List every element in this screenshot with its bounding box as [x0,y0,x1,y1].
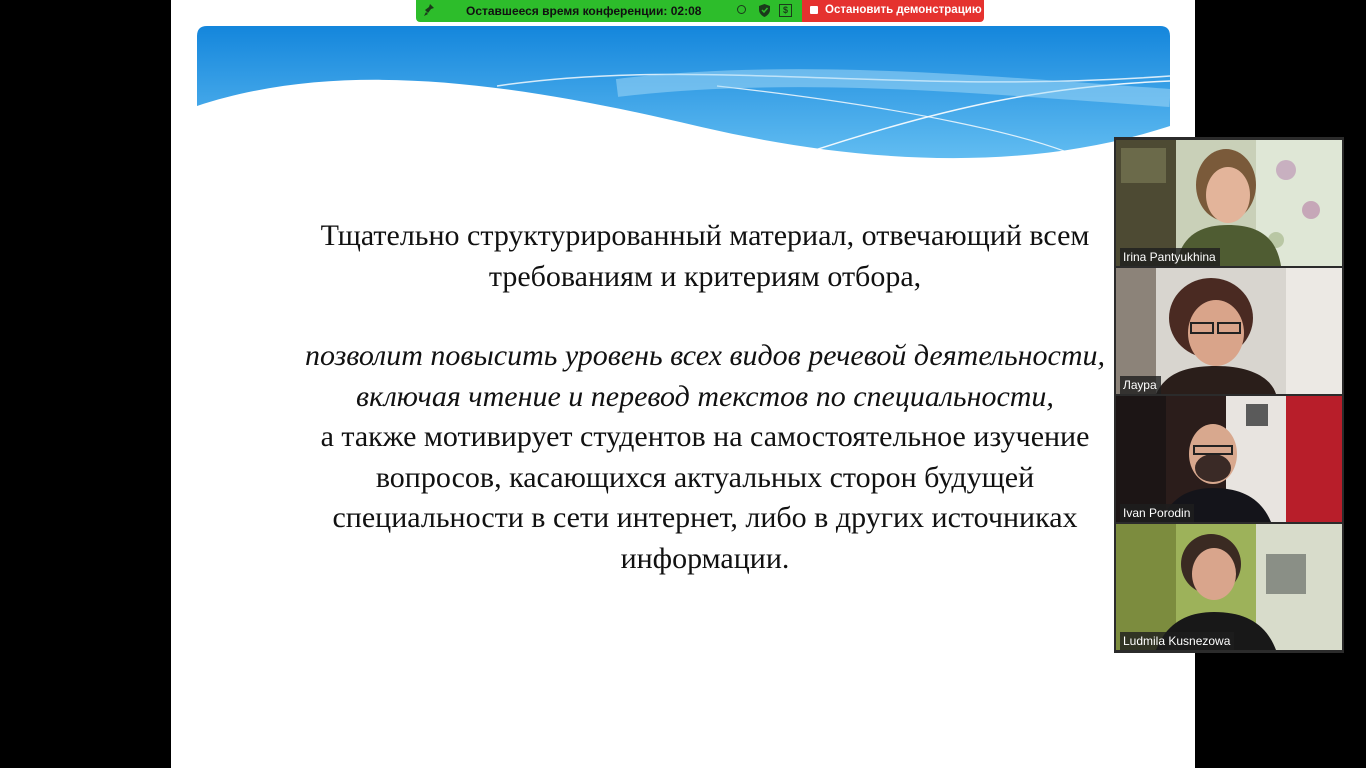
slide-line: вопросов, касающихся актуальных сторон будущей [375,460,1035,494]
slide-line: Тщательно структурированный материал, отвечающий всем [320,219,1090,252]
participant-name: Ludmila Kusnezowa [1120,632,1234,650]
participant-name: Лаура [1120,376,1161,394]
status-circle-icon[interactable] [737,5,746,14]
stop-icon [810,6,818,14]
slide-body-text [215,216,1195,579]
participant-video-tile[interactable] [1116,140,1342,266]
stop-share-button[interactable] [802,0,984,22]
slide-line-italic: позволит повысить уровень всех видов речевой деятельности, [304,339,1105,372]
pin-icon[interactable] [424,4,434,16]
slide-line: информации. [620,541,790,575]
slide-line: специальности в сети интернет, либо в других источниках [332,501,1078,534]
stop-share-label: Остановить демонстрацию [825,4,982,16]
slide-line: требованиям и критериям отбора, [488,259,922,293]
participant-name: Irina Pantyukhina [1120,248,1220,266]
slide-line-italic: включая чтение и перевод текстов по специальности, [356,379,1054,413]
participant-video-tile[interactable] [1116,524,1342,650]
meeting-timer-bar[interactable] [416,0,802,22]
participant-name: Ivan Porodin [1120,504,1194,522]
dollar-icon[interactable]: $ [779,4,792,17]
participant-gallery [1114,137,1344,653]
shared-screen-slide [171,0,1195,768]
participant-video-tile[interactable] [1116,396,1342,522]
participant-video-tile-active-speaker[interactable] [1116,268,1342,394]
screen-share-toolbar [416,0,984,22]
slide-wave-banner [197,26,1170,176]
slide-line: а также мотивирует студентов на самостоятельное изучение [320,420,1090,453]
meeting-time-remaining: Оставшееся время конференции: 02:08 [466,4,702,18]
shield-icon[interactable] [759,4,770,17]
